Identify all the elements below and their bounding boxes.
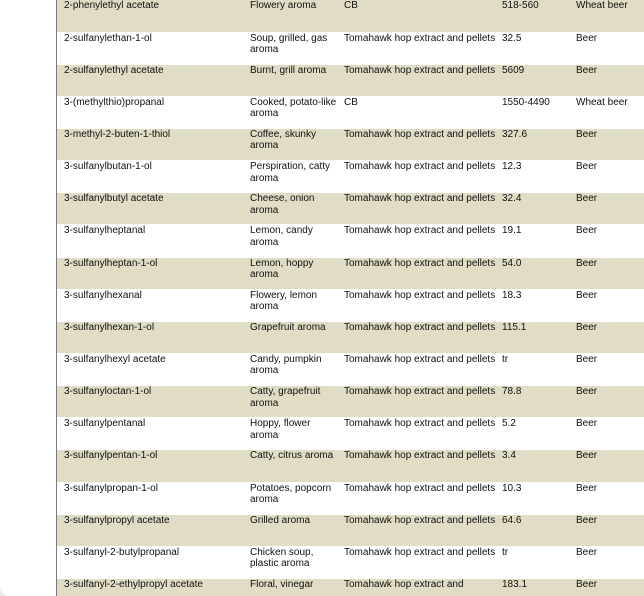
table-container[interactable] [57, 0, 644, 596]
source-cell: Tomahawk hop extract and pellets [344, 514, 502, 546]
compound-cell: 3-methyl-2-buten-1-thiol [57, 129, 250, 161]
matrix-cell: Beer [576, 257, 644, 289]
compound-cell: 2-sulfanylethan-1-ol [57, 32, 250, 64]
matrix-cell: Wheat beer [576, 96, 644, 128]
matrix-cell: Beer [576, 32, 644, 64]
compound-cell: 3-sulfanyloctan-1-ol [57, 386, 250, 418]
matrix-cell: Beer [576, 579, 644, 596]
compound-cell: 3-sulfanyl-2-ethylpropyl acetate [57, 579, 250, 596]
source-cell: Tomahawk hop extract and pellets [344, 482, 502, 514]
aroma-cell: Flowery, lemon aroma [250, 289, 344, 321]
compound-cell: 3-sulfanylpropyl acetate [57, 514, 250, 546]
source-cell: Tomahawk hop extract and pellets [344, 321, 502, 353]
compound-cell: 3-sulfanylhexanal [57, 289, 250, 321]
table-row [57, 96, 644, 128]
matrix-cell: Beer [576, 354, 644, 386]
concentration-cell: 3.4 [502, 450, 576, 482]
source-cell: Tomahawk hop extract and pellets [344, 546, 502, 578]
concentration-cell: 32.5 [502, 32, 576, 64]
aroma-cell: Lemon, hoppy aroma [250, 257, 344, 289]
concentration-cell: 1550-4490 [502, 96, 576, 128]
concentration-cell: 327.6 [502, 129, 576, 161]
concentration-cell: 18.3 [502, 289, 576, 321]
table-row [57, 482, 644, 514]
concentration-cell: tr [502, 546, 576, 578]
compound-cell: 3-sulfanylhexyl acetate [57, 354, 250, 386]
aroma-cell: Cooked, potato-like aroma [250, 96, 344, 128]
table-body [57, 0, 644, 596]
matrix-cell: Wheat beer [576, 0, 644, 32]
aroma-cell: Flowery aroma [250, 0, 344, 32]
table-row [57, 514, 644, 546]
compounds-table [57, 0, 644, 596]
concentration-cell: 115.1 [502, 321, 576, 353]
matrix-cell: Beer [576, 161, 644, 193]
aroma-cell: Soup, grilled, gas aroma [250, 32, 344, 64]
table-row [57, 546, 644, 578]
aroma-cell: Hoppy, flower aroma [250, 418, 344, 450]
table-row [57, 289, 644, 321]
aroma-cell: Burnt, grill aroma [250, 64, 344, 96]
source-cell: Tomahawk hop extract and pellets [344, 257, 502, 289]
matrix-cell: Beer [576, 450, 644, 482]
concentration-cell: 54.0 [502, 257, 576, 289]
concentration-cell: 64.6 [502, 514, 576, 546]
source-cell: Tomahawk hop extract and pellets [344, 129, 502, 161]
table-row [57, 354, 644, 386]
compound-cell: 3-sulfanylhexan-1-ol [57, 321, 250, 353]
compound-cell: 3-sulfanylheptan-1-ol [57, 257, 250, 289]
concentration-cell: 10.3 [502, 482, 576, 514]
aroma-cell: Floral, vinegar [250, 579, 344, 596]
source-cell: Tomahawk hop extract and pellets [344, 450, 502, 482]
table-row [57, 161, 644, 193]
concentration-cell: 5609 [502, 64, 576, 96]
concentration-cell: tr [502, 354, 576, 386]
aroma-cell: Candy, pumpkin aroma [250, 354, 344, 386]
concentration-cell: 78.8 [502, 386, 576, 418]
matrix-cell: Beer [576, 386, 644, 418]
table-row [57, 321, 644, 353]
source-cell: Tomahawk hop extract and [344, 579, 502, 596]
concentration-cell: 518-560 [502, 0, 576, 32]
matrix-cell: Beer [576, 289, 644, 321]
compound-cell: 2-sulfanylethyl acetate [57, 64, 250, 96]
aroma-cell: Catty, citrus aroma [250, 450, 344, 482]
aroma-cell: Potatoes, popcorn aroma [250, 482, 344, 514]
table-row [57, 450, 644, 482]
source-cell: Tomahawk hop extract and pellets [344, 386, 502, 418]
table-row [57, 225, 644, 257]
table-row [57, 129, 644, 161]
compound-cell: 3-sulfanylheptanal [57, 225, 250, 257]
matrix-cell: Beer [576, 418, 644, 450]
table-row [57, 193, 644, 225]
concentration-cell: 5.2 [502, 418, 576, 450]
table-row [57, 0, 644, 32]
compound-cell: 2-phenylethyl acetate [57, 0, 250, 32]
matrix-cell: Beer [576, 514, 644, 546]
concentration-cell: 32.4 [502, 193, 576, 225]
compound-cell: 3-sulfanylpentanal [57, 418, 250, 450]
table-row [57, 386, 644, 418]
matrix-cell: Beer [576, 321, 644, 353]
compound-cell: 3-sulfanylpropan-1-ol [57, 482, 250, 514]
compound-cell: 3-(methylthio)propanal [57, 96, 250, 128]
matrix-cell: Beer [576, 482, 644, 514]
table-row [57, 418, 644, 450]
source-cell: Tomahawk hop extract and pellets [344, 161, 502, 193]
table-row [57, 64, 644, 96]
source-cell: Tomahawk hop extract and pellets [344, 64, 502, 96]
aroma-cell: Cheese, onion aroma [250, 193, 344, 225]
source-cell: Tomahawk hop extract and pellets [344, 225, 502, 257]
source-cell: Tomahawk hop extract and pellets [344, 418, 502, 450]
concentration-cell: 12.3 [502, 161, 576, 193]
matrix-cell: Beer [576, 225, 644, 257]
aroma-cell: Grapefruit aroma [250, 321, 344, 353]
matrix-cell: Beer [576, 129, 644, 161]
source-cell: Tomahawk hop extract and pellets [344, 354, 502, 386]
compound-cell: 3-sulfanyl-2-butylpropanal [57, 546, 250, 578]
aroma-cell: Coffee, skunky aroma [250, 129, 344, 161]
aroma-cell: Grilled aroma [250, 514, 344, 546]
compound-cell: 3-sulfanylpentan-1-ol [57, 450, 250, 482]
concentration-cell: 183.1 [502, 579, 576, 596]
matrix-cell: Beer [576, 64, 644, 96]
aroma-cell: Catty, grapefruit aroma [250, 386, 344, 418]
matrix-cell: Beer [576, 193, 644, 225]
source-cell: CB [344, 96, 502, 128]
aroma-cell: Chicken soup, plastic aroma [250, 546, 344, 578]
table-row [57, 579, 644, 596]
source-cell: Tomahawk hop extract and pellets [344, 193, 502, 225]
aroma-cell: Perspiration, catty aroma [250, 161, 344, 193]
table-row [57, 32, 644, 64]
matrix-cell: Beer [576, 546, 644, 578]
source-cell: Tomahawk hop extract and pellets [344, 289, 502, 321]
concentration-cell: 19.1 [502, 225, 576, 257]
compound-cell: 3-sulfanylbutan-1-ol [57, 161, 250, 193]
source-cell: CB [344, 0, 502, 32]
aroma-cell: Lemon, candy aroma [250, 225, 344, 257]
left-margin [0, 0, 57, 596]
compound-cell: 3-sulfanylbutyl acetate [57, 193, 250, 225]
table-row [57, 257, 644, 289]
source-cell: Tomahawk hop extract and pellets [344, 32, 502, 64]
